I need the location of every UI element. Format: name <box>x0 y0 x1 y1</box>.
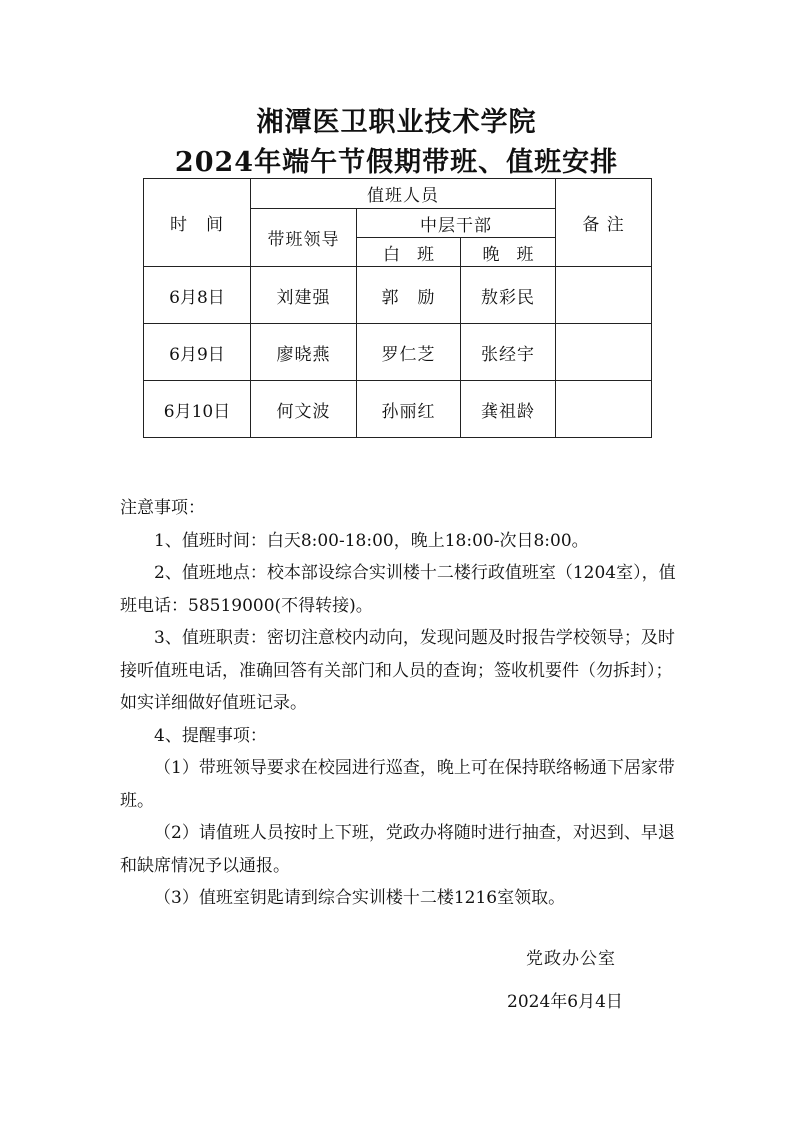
note-item: （3）值班室钥匙请到综合实训楼十二楼1216室领取。 <box>154 888 566 908</box>
header-night-shift: 晚 班 <box>461 238 556 267</box>
note-item: 2、值班地点：校本部设综合实训楼十二楼行政值班室（1204室），值班电话：58519000(不得转接)。 <box>120 563 676 616</box>
row-remark <box>556 324 652 381</box>
row-day-shift: 罗仁芝 <box>357 324 461 381</box>
row-remark <box>556 381 652 438</box>
table-row <box>144 324 652 381</box>
note-item: 1、值班时间：白天8:00-18:00，晚上18:00-次日8:00。 <box>154 530 589 551</box>
header-day-shift: 白 班 <box>357 238 461 267</box>
row-date: 6月9日 <box>144 324 251 381</box>
header-middle-cadre: 中层干部 <box>357 209 556 238</box>
note-item: （2）请值班人员按时上下班，党政办将随时进行抽查，对迟到、早退和缺席情况予以通报。 <box>120 823 675 876</box>
table-row <box>144 381 652 438</box>
document-title: 湘潭医卫职业技术学院 <box>256 107 537 138</box>
header-remark: 备 注 <box>556 179 652 267</box>
row-leader: 刘建强 <box>251 267 357 324</box>
header-duty-staff: 值班人员 <box>251 179 556 209</box>
note-item: （1）带班领导要求在校园进行巡查，晚上可在保持联络畅通下居家带班。 <box>120 758 675 811</box>
row-date: 6月8日 <box>144 267 251 324</box>
row-leader: 廖晓燕 <box>251 324 357 381</box>
notes-heading: 注意事项： <box>120 498 205 518</box>
table-header-row <box>144 179 652 209</box>
row-day-shift: 郭 励 <box>357 267 461 324</box>
table-row <box>144 267 652 324</box>
notes-section <box>120 492 685 915</box>
header-time: 时 间 <box>144 179 251 267</box>
row-leader: 何文波 <box>251 381 357 438</box>
note-item: 4、提醒事项： <box>154 725 267 746</box>
row-remark <box>556 267 652 324</box>
signature-date: 2024年6月4日 <box>507 992 623 1012</box>
note-item: 3、值班职责：密切注意校内动向，发现问题及时报告学校领导；及时接听值班电话，准确回答有关部门和人员的查询；签收机要件（勿拆封）；如实详细做好值班记录。 <box>120 628 675 713</box>
header-leader: 带班领导 <box>251 209 357 267</box>
row-night-shift: 张经宇 <box>461 324 556 381</box>
document-subtitle: 2024年端午节假期带班、值班安排 <box>174 147 619 178</box>
row-day-shift: 孙丽红 <box>357 381 461 438</box>
duty-schedule-table <box>143 178 652 438</box>
row-night-shift: 龚祖龄 <box>461 381 556 438</box>
row-night-shift: 敖彩民 <box>461 267 556 324</box>
row-date: 6月10日 <box>144 381 251 438</box>
signature-org: 党政办公室 <box>526 949 616 969</box>
